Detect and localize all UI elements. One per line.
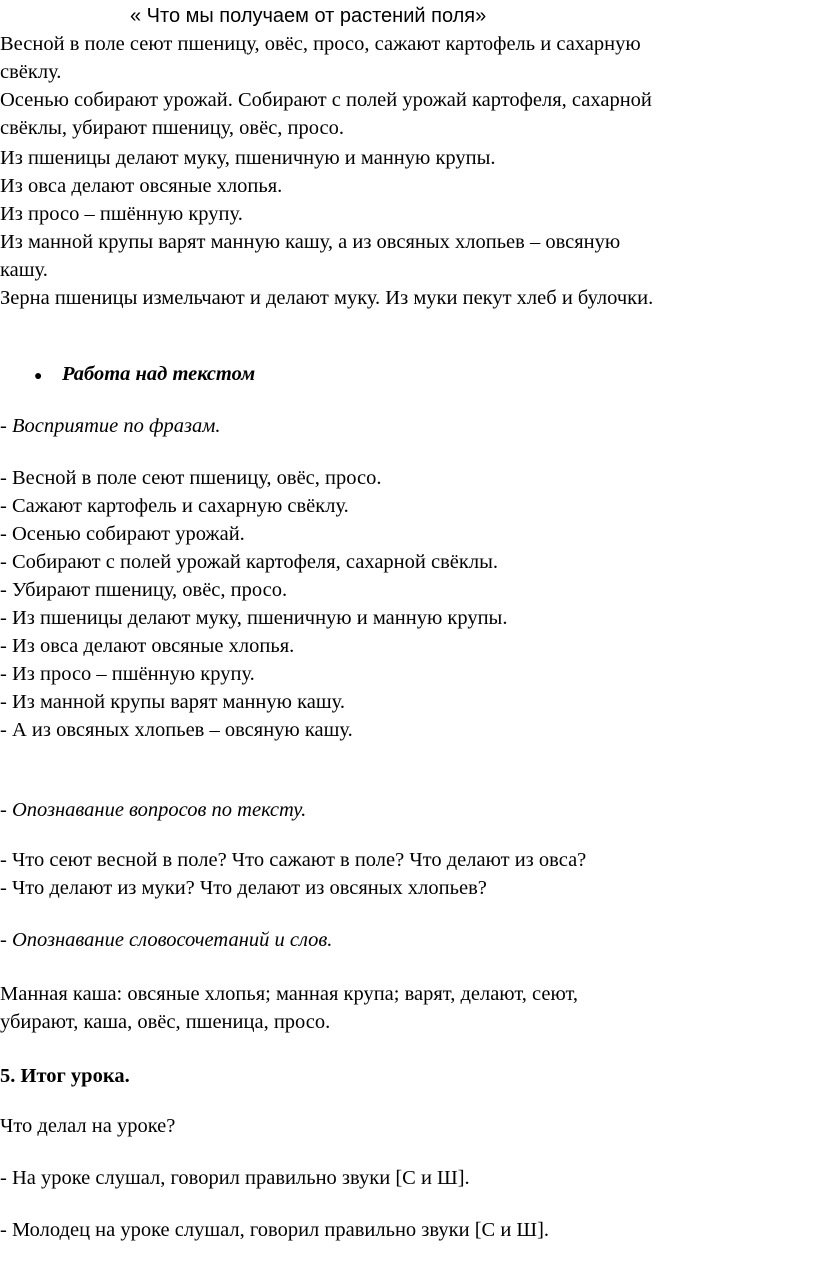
intro-line: Из манной крупы варят манную кашу, а из овсяных хлопьев – овсяную (0, 231, 621, 253)
intro-line: Из пшеницы делают муку, пшеничную и манную крупы. (0, 147, 496, 169)
list-item: - Из манной крупы варят манную кашу. (0, 691, 345, 713)
list-item: - Что делают из муки? Что делают из овсяных хлопьев? (0, 877, 487, 899)
list-item: - Собирают с полей урожай картофеля, сахарной свёклы. (0, 551, 498, 573)
words-heading: - Опознавание словосочетаний и слов. (0, 929, 333, 951)
list-item: Манная каша: овсяные хлопья; манная крупа; варят, делают, сеют, (0, 983, 579, 1005)
intro-line: Из овса делают овсяные хлопья. (0, 175, 283, 197)
questions-heading: - Опознавание вопросов по тексту. (0, 799, 307, 821)
intro-line: Осенью собирают урожай. Собирают с полей урожай картофеля, сахарной (0, 89, 652, 111)
intro-line: Весной в поле сеют пшеницу, овёс, просо, сажают картофель и сахарную (0, 33, 641, 55)
bullet-icon: ● (34, 369, 43, 384)
intro-line: свёклу. (0, 61, 62, 83)
intro-line: кашу. (0, 259, 48, 281)
summary-heading: 5. Итог урока. (0, 1065, 130, 1087)
intro-line: Из просо – пшённую крупу. (0, 203, 243, 225)
intro-line: свёклы, убирают пшеницу, овёс, просо. (0, 117, 344, 139)
intro-line: Зерна пшеницы измельчают и делают муку. Из муки пекут хлеб и булочки. (0, 287, 654, 309)
list-item: - Из просо – пшённую крупу. (0, 663, 255, 685)
list-item: - Из пшеницы делают муку, пшеничную и манную крупы. (0, 607, 508, 629)
list-item: - Из овса делают овсяные хлопья. (0, 635, 295, 657)
list-item: - Весной в поле сеют пшеницу, овёс, просо. (0, 467, 382, 489)
list-item: - На уроке слушал, говорил правильно звуки [С и Ш]. (0, 1167, 470, 1189)
list-item: убирают, каша, овёс, пшеница, просо. (0, 1011, 331, 1033)
list-item: - Сажают картофель и сахарную свёклу. (0, 495, 349, 517)
document-title: « Что мы получаем от растений поля» (130, 5, 487, 27)
perception-heading: - Восприятие по фразам. (0, 415, 221, 437)
work-heading: Работа над текстом (62, 363, 256, 385)
list-item: - Молодец на уроке слушал, говорил правильно звуки [С и Ш]. (0, 1219, 550, 1241)
list-item: - Осенью собирают урожай. (0, 523, 245, 545)
list-item: - А из овсяных хлопьев – овсяную кашу. (0, 719, 353, 741)
list-item: - Убирают пшеницу, овёс, просо. (0, 579, 288, 601)
summary-question: Что делал на уроке? (0, 1115, 176, 1137)
list-item: - Что сеют весной в поле? Что сажают в поле? Что делают из овса? (0, 849, 587, 871)
